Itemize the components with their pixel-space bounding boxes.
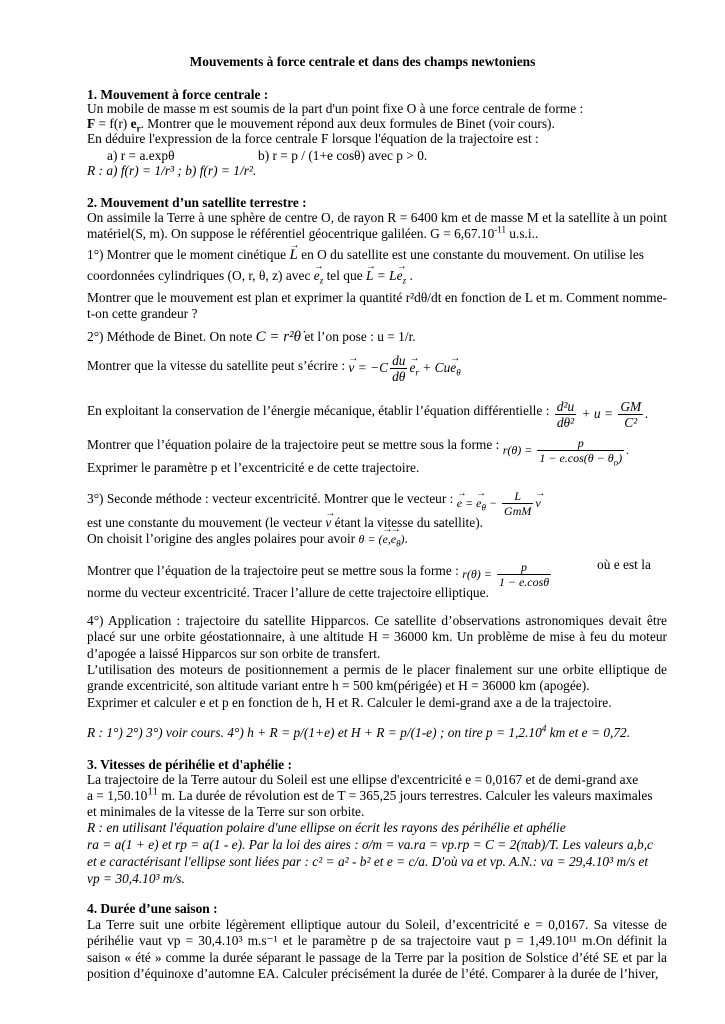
q4-paragraph-2: L’utilisation des moteurs de positionnement a permis de le placer finalement sur une orbite elliptique de grande excentricité, son altitude variant entre h = 500 km(périgée) et H = 36000 km (apogée).: [87, 662, 667, 694]
vector-ez-eq: → $e_z$: [397, 268, 406, 284]
q2-text-b: et l’on pose : u = 1/r.: [300, 329, 416, 344]
q2-line-5: Exprimer le paramètre p et l’excentricité e de cette trajectoire.: [87, 460, 420, 475]
s3-l2-end: m. La durée de révolution est de T = 365,25 jours terrestres. Calculer les valeurs maximales: [157, 788, 653, 803]
q1-line-2: coordonnées cylindriques (O, r, θ, z) avec → $e_z$ tel que → $L = L\to e_z$ .: [87, 268, 667, 284]
s1-l2-text: = f(r): [95, 116, 131, 131]
s2-intro: [87, 210, 667, 243]
s2-answer-text: R : 1°) 2°) 3°) voir cours. 4°) h + R = p/(1+e) et H + R = p/(1-e) ; on tire p = 1,2.10: [87, 725, 542, 740]
q1-line-3: Montrer que le mouvement est plan et exprimer la quantité r²dθ/dt en fonction de L et m. Comment nomme-t-on cette grandeur ?: [87, 290, 667, 322]
s2-answer-exp: 4: [541, 723, 547, 734]
document-title: Mouvements à force centrale et dans des champs newtoniens: [189, 54, 536, 69]
s2-intro-end: u.s.i..: [505, 226, 539, 242]
force-symbol: F: [87, 116, 96, 131]
s3-answer-1: R : en utilisant l'équation polaire d'une ellipse on écrit les rayons des périhélie et aphélie: [87, 820, 566, 835]
s3-line-2: [87, 785, 667, 804]
s3-answer-4: vp = 30,4.10³ m/s.: [87, 871, 185, 886]
q2-text-c: Montrer que la vitesse du satellite peut s’écrire :: [87, 358, 349, 374]
q3-text-d: On choisit l’origine des angles polaires pour avoir: [87, 531, 359, 546]
s3-answer-3: et e caractérisant l'ellipse sont liées par : c² = a² - b² et e = c/a. D'où va et vp. A.N.: va = 29,4.10³ m/s et: [87, 854, 649, 869]
differential-equation: $\frac{\text{d²u}}{\text{dθ²}}$ + u = $\frac{GM}{\text{C²}}$ .: [556, 399, 649, 430]
q1-line-1: [87, 247, 667, 263]
vector-ez: → $e_z$: [314, 268, 323, 284]
s1-line-1: Un mobile de masse m est soumis de la part d'un point fixe O à une force centrale de forme :: [87, 101, 584, 116]
s3-answer-2: ra = a(1 + e) et rp = a(1 - e). Par la loi des aires : σ/m = va.ra = vp.rp = C = 2(πab)/T. Les valeurs a,b,c: [87, 837, 654, 852]
q1-text-e: .: [406, 268, 413, 283]
case-a: a) r = a.expθ: [107, 148, 175, 163]
q3-text-c: étant la vitesse du satellite).: [331, 515, 484, 530]
section-3-heading: 3. Vitesses de périhélie et d'aphélie :: [87, 757, 292, 772]
q1-text-c: coordonnées cylindriques (O, r, θ, z) avec: [87, 268, 314, 283]
q2-line-3: [87, 397, 667, 430]
s4-paragraph: La Terre suit une orbite légèrement elliptique autour du Soleil, d’excentricité e = 0,0167. Sa vitesse de périhélie vaut vp = 30,4.10³ m.s⁻¹ et le paramètre p de sa trajectoire vaut p = 1,49.10¹¹ m.On définit la saison « été » comme la durée séparant le passage de la Terre par la position de Solstice d’été SE et par la position d’équinoxe d’automne EA. Calculer précisément la durée de l’été. Comparer à la durée de l’hiver,: [87, 917, 667, 982]
s1-line-2: [87, 116, 667, 132]
q1-text-d: tel que: [323, 268, 366, 283]
s1-line-3: En déduire l'expression de la force centrale F lorsque l'équation de la trajectoire est :: [87, 131, 539, 146]
q3-text-f: où e est la: [597, 557, 651, 572]
section-1-heading: 1. Mouvement à force centrale :: [87, 87, 269, 102]
velocity-equation: → v = −C $\frac{du}{d\theta}$ → $e_r + Cu\to e_\theta$: [348, 360, 460, 375]
q2-line-2: [87, 352, 667, 382]
vector-L: → L: [289, 247, 297, 263]
angle-origin-eq: θ = (→ $e,\to e_\theta$): [358, 532, 404, 546]
q2-text-e: Montrer que l’équation polaire de la trajectoire peut se mettre sous la forme :: [87, 436, 503, 452]
section-2-heading: 2. Mouvement d’un satellite terrestre :: [87, 195, 307, 210]
vector-v: → v: [325, 515, 331, 531]
s3-line-1: La trajectoire de la Terre autour du Soleil est une ellipse d'excentricité e = 0,0167 et de demi-grand axe: [87, 772, 639, 787]
q2-line-1: [87, 329, 667, 345]
q2-text-a: 2°) Méthode de Binet. On note: [87, 329, 256, 344]
s2-intro-text: On assimile la Terre à une sphère de centre O, de rayon R = 6400 km et de masse M et la satellite à un point matériel(S, m). On suppose le référentiel géocentrique galiléen. G = 6,67.10: [87, 210, 667, 242]
s3-l2-exp: 11: [147, 785, 158, 798]
s2-answer: [87, 725, 667, 741]
vector-L-eq: → L: [366, 268, 373, 284]
q3-text-b: est une constante du mouvement (le vecteur: [87, 515, 326, 530]
s2-answer-end: km et e = 0,72.: [546, 725, 631, 740]
s3-line-3: et minimales de la vitesse de la Terre sur son orbite.: [87, 804, 365, 819]
q1-text-a: 1°) Montrer que le moment cinétique: [87, 247, 290, 262]
polar-equation-1: r(θ) = $\frac{p}{1 - e.\cos(\theta - \theta_o)}$ .: [502, 436, 630, 468]
q3-line-4: [87, 557, 667, 587]
case-b: b) r = p / (1+e cosθ) avec p > 0.: [258, 148, 428, 163]
q3-line-5: norme du vecteur excentricité. Tracer l’allure de cette trajectoire elliptique.: [87, 585, 489, 600]
polar-equation-2: r(θ) = $\frac{p}{1 - e.\cos\theta}$: [462, 560, 550, 589]
unit-vector-e: e: [130, 116, 137, 131]
q4-paragraph-3: Exprimer et calculer e et p en fonction de h, H et R. Calculer le demi-grand axe a de la trajectoire.: [87, 695, 612, 710]
q3-text-e: Montrer que l’équation de la trajectoire peut se mettre sous la forme :: [87, 562, 463, 578]
s3-l2-text: a = 1,50.10: [87, 788, 148, 803]
q2-text-d: En exploitant la conservation de l’énergie mécanique, établir l’équation différentielle :: [87, 403, 553, 419]
q3-line-3: On choisit l’origine des angles polaires pour avoir θ = (→ $e,\to e_\theta$).: [87, 531, 667, 547]
q3-line-2: [87, 515, 667, 531]
q1-text-b: en O du satellite est une constante du mouvement. On utilise les: [297, 247, 645, 262]
q3-text-a: 3°) Seconde méthode : vecteur excentricité. Montrer que le vecteur :: [87, 490, 457, 506]
s1-l2-rest: . Montrer que le mouvement répond aux deux formules de Binet (voir cours).: [140, 116, 555, 131]
eccentricity-vector-eq: → e = → $e_\theta$ − $\frac{L}{\text{GmM}}$ → v: [457, 496, 541, 510]
q3-line-1: [87, 485, 667, 518]
unit-vector-sub: r: [136, 123, 141, 134]
binet-constant-eq: C = r²θ̇: [255, 329, 301, 345]
s1-answer: R : a) f(r) = 1/r³ ; b) f(r) = 1/r².: [87, 163, 257, 178]
s2-intro-exp: -11: [494, 224, 506, 235]
q4-paragraph-1: 4°) Application : trajectoire du satellite Hipparcos. Ce satellite d’observations astronomiques devait être placé sur une orbite géostationnaire, à une altitude H = 36000 km. Un problème de mise à feu du moteur d’apogée a laissé Hipparcos sur son orbite de transfert.: [87, 613, 667, 661]
section-4-heading: 4. Durée d’une saison :: [87, 901, 218, 916]
